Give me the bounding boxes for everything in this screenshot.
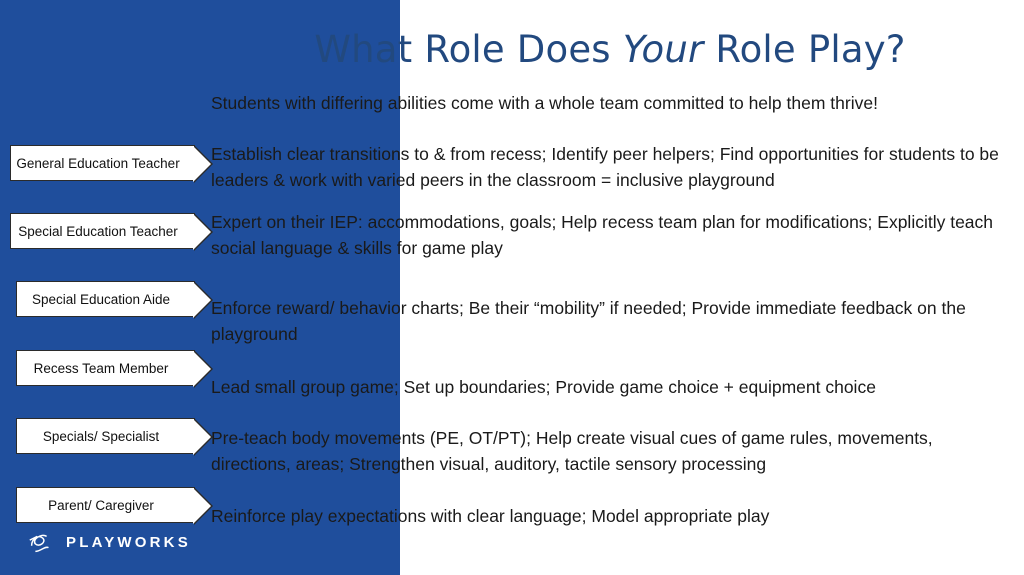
playworks-logo — [26, 527, 191, 557]
role-label-text: Special Education Aide — [31, 291, 171, 307]
role-label-special-education-teacher — [10, 213, 195, 249]
role-label-text: Parent/ Caregiver — [48, 497, 154, 513]
role-label-parent-caregiver — [16, 487, 195, 523]
role-description-special-education-teacher: Expert on their IEP: accommodations, goals; Help recess team plan for modifications; Explicitly teach social language & skills for game play — [211, 212, 994, 258]
role-label-recess-team-member — [16, 350, 195, 386]
playworks-knot-icon — [26, 527, 56, 557]
title-part-2: Role Play? — [703, 28, 906, 71]
role-description-recess-team-member: Lead small group game; Set up boundaries; Provide game choice + equipment choice — [211, 377, 876, 397]
role-description-general-education-teacher: Establish clear transitions to & from recess; Identify peer helpers; Find opportunities for students to be leaders & work with varied peers in the classroom = inclusive playground — [211, 144, 999, 190]
intro-text: Students with differing abilities come with a whole team committed to help them thrive! — [211, 93, 878, 113]
role-label-text: Specials/ Specialist — [42, 428, 160, 444]
role-description-special-education-aide: Enforce reward/ behavior charts; Be their “mobility” if needed; Provide immediate feedback on the playground — [211, 298, 966, 344]
role-label-specials-specialist — [16, 418, 195, 454]
playworks-logo-text: PLAYWORKS — [66, 533, 191, 551]
role-label-text: General Education Teacher — [16, 155, 180, 171]
role-label-text: Recess Team Member — [33, 360, 169, 376]
page-title — [196, 28, 1024, 71]
role-description-specials-specialist: Pre-teach body movements (PE, OT/PT); Help create visual cues of game rules, movements, directions, areas; Strengthen visual, auditory, tactile sensory processing — [211, 428, 933, 474]
role-label-text: Special Education Teacher — [18, 223, 178, 239]
role-label-special-education-aide — [16, 281, 195, 317]
white-content-area — [400, 0, 1024, 575]
title-part-1: What Role Does — [314, 28, 623, 71]
title-emphasis: Your — [622, 28, 704, 71]
role-description-parent-caregiver: Reinforce play expectations with clear language; Model appropriate play — [211, 506, 770, 526]
role-label-general-education-teacher — [10, 145, 195, 181]
